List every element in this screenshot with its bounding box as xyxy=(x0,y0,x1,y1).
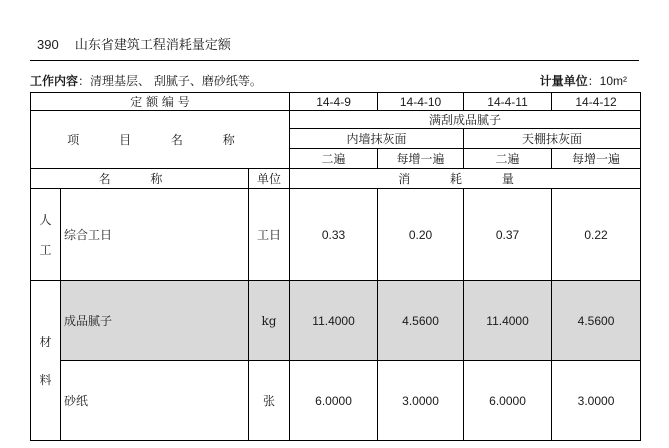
work-content xyxy=(30,72,262,89)
row-name: 砂纸 xyxy=(61,361,249,441)
quota-code: 14-4-9 xyxy=(290,93,378,111)
row-name: 综合工日 xyxy=(61,189,249,281)
col-unit-header: 单位 xyxy=(249,169,290,189)
variant: 每增一遍 xyxy=(378,149,464,169)
measurement-unit xyxy=(540,72,627,89)
variant: 二遍 xyxy=(290,149,378,169)
subgroup-wall: 内墙抹灰面 xyxy=(290,129,464,149)
category-labor: 人 工 xyxy=(31,189,61,281)
row-name: 成品腻子 xyxy=(61,281,249,361)
quota-code: 14-4-12 xyxy=(552,93,641,111)
row-value: 4.5600 xyxy=(552,281,641,361)
row-value: 11.4000 xyxy=(290,281,378,361)
quota-table xyxy=(30,92,641,441)
unit-value: ：10m² xyxy=(587,74,627,88)
variant: 每增一遍 xyxy=(552,149,641,169)
work-content-label: 工作内容 xyxy=(30,74,79,88)
row-value: 4.5600 xyxy=(378,281,464,361)
page-number: 390 xyxy=(37,37,59,52)
book-title: 山东省建筑工程消耗量定额 xyxy=(74,38,231,53)
page-header xyxy=(37,34,231,53)
row-value: 11.4000 xyxy=(464,281,552,361)
quota-code: 14-4-10 xyxy=(378,93,464,111)
row-unit: kg xyxy=(249,281,290,361)
col-name-header: 名 称 xyxy=(31,169,249,189)
subgroup-ceiling: 天棚抹灰面 xyxy=(464,129,641,149)
row-value: 0.22 xyxy=(552,189,641,281)
variant: 二遍 xyxy=(464,149,552,169)
item-name-label: 项 目 名 称 xyxy=(31,111,290,169)
row-value: 0.33 xyxy=(290,189,378,281)
category-material: 材 料 xyxy=(31,281,61,441)
row-value: 0.37 xyxy=(464,189,552,281)
row-value: 3.0000 xyxy=(378,361,464,441)
row-value: 3.0000 xyxy=(552,361,641,441)
quota-number-label: 定 额 编 号 xyxy=(31,93,290,111)
row-value: 6.0000 xyxy=(290,361,378,441)
col-consumption-header: 消 耗 量 xyxy=(290,169,641,189)
quota-code: 14-4-11 xyxy=(464,93,552,111)
row-unit: 工日 xyxy=(249,189,290,281)
unit-label: 计量单位 xyxy=(539,74,588,88)
work-content-text: ：清理基层、 刮腻子、磨砂纸等。 xyxy=(78,74,262,88)
header-rule xyxy=(30,60,639,61)
row-value: 6.0000 xyxy=(464,361,552,441)
group-title: 满刮成品腻子 xyxy=(290,111,641,129)
row-value: 0.20 xyxy=(378,189,464,281)
row-unit: 张 xyxy=(249,361,290,441)
